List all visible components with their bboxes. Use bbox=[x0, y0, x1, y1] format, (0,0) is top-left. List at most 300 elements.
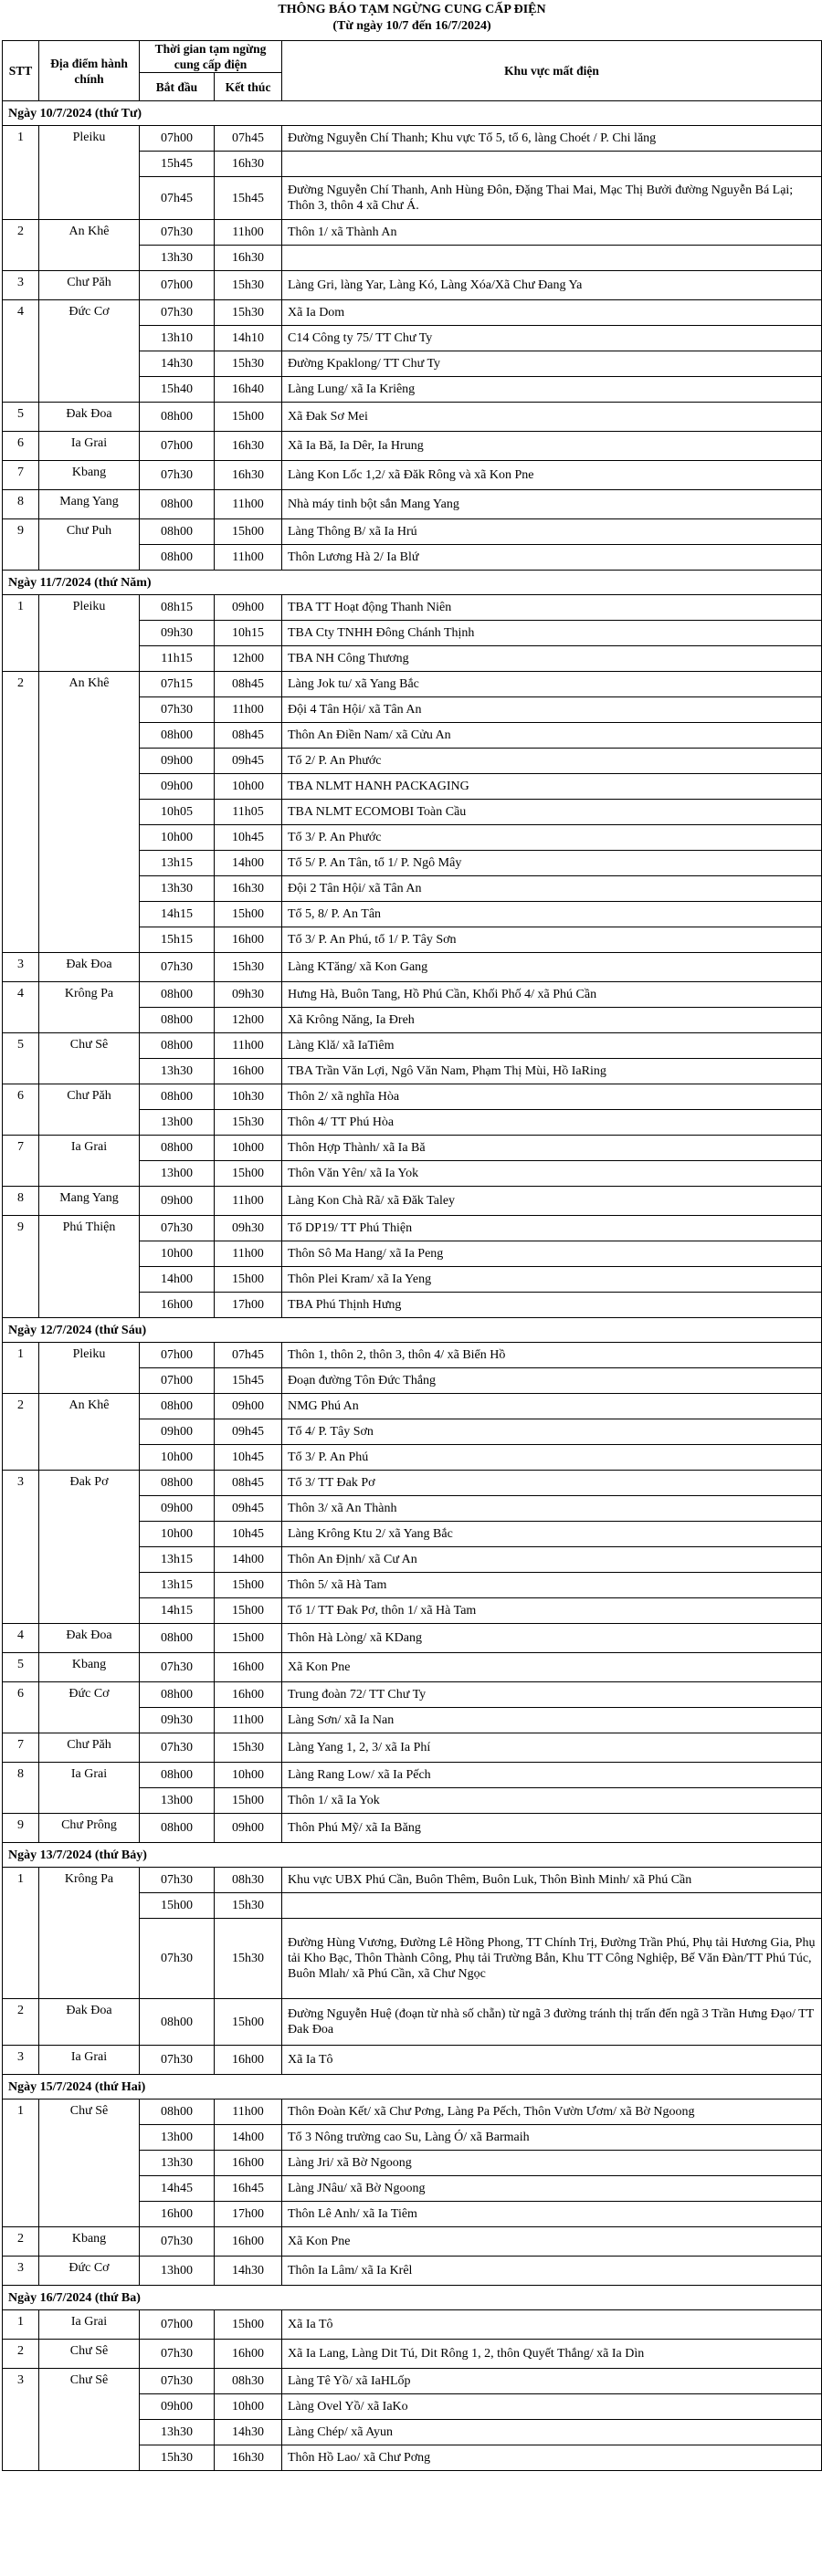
start-time-cell: 15h15 bbox=[140, 927, 215, 953]
end-time-cell: 11h00 bbox=[215, 220, 282, 246]
area-cell: Thôn Plei Kram/ xã Ia Yeng bbox=[282, 1267, 822, 1293]
start-time-cell: 13h30 bbox=[140, 2151, 215, 2176]
table-row bbox=[3, 461, 822, 490]
start-time-cell: 08h00 bbox=[140, 982, 215, 1008]
day-header-row bbox=[3, 2075, 822, 2100]
area-cell: Đoạn đường Tôn Đức Thắng bbox=[282, 1368, 822, 1394]
start-time-cell: 07h00 bbox=[140, 432, 215, 461]
row-number: 9 bbox=[3, 1814, 39, 1843]
row-number: 1 bbox=[3, 2100, 39, 2227]
area-cell: Thôn Lương Hà 2/ Ia Blứ bbox=[282, 545, 822, 571]
start-time-cell: 09h00 bbox=[140, 1187, 215, 1216]
area-cell: Thôn An Định/ xã Cư An bbox=[282, 1547, 822, 1573]
end-time-cell: 10h45 bbox=[215, 825, 282, 851]
end-time-cell: 08h30 bbox=[215, 2369, 282, 2394]
area-cell: Làng Klă/ xã IaTiêm bbox=[282, 1033, 822, 1059]
start-time-cell: 07h30 bbox=[140, 2340, 215, 2369]
page-title: THÔNG BÁO TẠM NGỪNG CUNG CẤP ĐIỆN bbox=[278, 3, 546, 16]
end-time-cell: 12h00 bbox=[215, 646, 282, 672]
area-cell: Thôn Hợp Thành/ xã Ia Bă bbox=[282, 1136, 822, 1161]
area-cell: Xã Đak Sơ Mei bbox=[282, 403, 822, 432]
end-time-cell: 16h30 bbox=[215, 461, 282, 490]
table-row bbox=[3, 1624, 822, 1653]
end-time-cell: 11h00 bbox=[215, 490, 282, 519]
row-number: 8 bbox=[3, 1187, 39, 1216]
table-row bbox=[3, 595, 822, 621]
area-cell: Làng Ovel Yồ/ xã IaKo bbox=[282, 2394, 822, 2420]
area-cell: Làng Kon Chà Rã/ xã Đăk Taley bbox=[282, 1187, 822, 1216]
end-time-cell: 10h00 bbox=[215, 1136, 282, 1161]
day-label: Ngày 15/7/2024 (thứ Hai) bbox=[3, 2075, 822, 2100]
page-subtitle: (Từ ngày 10/7 đến 16/7/2024) bbox=[332, 19, 491, 33]
area-cell: Thôn Lê Anh/ xã Ia Tiêm bbox=[282, 2202, 822, 2227]
location-cell: Kbang bbox=[39, 1653, 140, 1682]
end-time-cell: 16h00 bbox=[215, 2340, 282, 2369]
end-time-cell: 16h00 bbox=[215, 2227, 282, 2257]
end-time-cell: 09h00 bbox=[215, 1814, 282, 1843]
end-time-cell: 16h00 bbox=[215, 1059, 282, 1084]
table-row bbox=[3, 432, 822, 461]
end-time-cell: 15h30 bbox=[215, 351, 282, 377]
area-cell: Làng Thông B/ xã Ia Hrú bbox=[282, 519, 822, 545]
end-time-cell: 14h00 bbox=[215, 851, 282, 876]
area-cell: Xã Ia Lang, Làng Dit Tú, Dit Rông 1, 2, thôn Quyết Thắng/ xã Ia Dìn bbox=[282, 2340, 822, 2369]
end-time-cell: 15h00 bbox=[215, 1999, 282, 2046]
area-cell: Xã Kon Pne bbox=[282, 2227, 822, 2257]
row-number: 7 bbox=[3, 1733, 39, 1763]
start-time-cell: 13h15 bbox=[140, 1547, 215, 1573]
start-time-cell: 10h00 bbox=[140, 825, 215, 851]
area-cell: Thôn Ia Lâm/ xã Ia Krêl bbox=[282, 2257, 822, 2286]
start-time-cell: 13h00 bbox=[140, 1788, 215, 1814]
location-cell: Pleiku bbox=[39, 595, 140, 672]
start-time-cell: 07h30 bbox=[140, 220, 215, 246]
start-time-cell: 15h30 bbox=[140, 2445, 215, 2471]
table-body bbox=[3, 101, 822, 2471]
area-cell: TBA Phú Thịnh Hưng bbox=[282, 1293, 822, 1318]
end-time-cell: 09h00 bbox=[215, 1394, 282, 1419]
location-cell: An Khê bbox=[39, 1394, 140, 1471]
end-time-cell: 16h30 bbox=[215, 152, 282, 177]
location-cell: Mang Yang bbox=[39, 1187, 140, 1216]
row-number: 6 bbox=[3, 1682, 39, 1733]
table-row bbox=[3, 126, 822, 152]
start-time-cell: 07h00 bbox=[140, 1368, 215, 1394]
area-cell: TBA NLMT ECOMOBI Toàn Cầu bbox=[282, 800, 822, 825]
start-time-cell: 13h15 bbox=[140, 1573, 215, 1598]
end-time-cell: 15h00 bbox=[215, 403, 282, 432]
area-cell: Thôn Phú Mỹ/ xã Ia Băng bbox=[282, 1814, 822, 1843]
area-cell: Thôn 4/ TT Phú Hòa bbox=[282, 1110, 822, 1136]
start-time-cell: 07h30 bbox=[140, 1653, 215, 1682]
location-cell: Ia Grai bbox=[39, 1763, 140, 1814]
row-number: 3 bbox=[3, 1471, 39, 1624]
end-time-cell: 14h30 bbox=[215, 2420, 282, 2445]
end-time-cell: 15h00 bbox=[215, 1598, 282, 1624]
day-header-row bbox=[3, 2286, 822, 2310]
area-cell: Thôn Văn Yên/ xã Ia Yok bbox=[282, 1161, 822, 1187]
day-header-row bbox=[3, 101, 822, 126]
start-time-cell: 07h30 bbox=[140, 2046, 215, 2075]
table-row bbox=[3, 2369, 822, 2394]
row-number: 3 bbox=[3, 2046, 39, 2075]
table-row bbox=[3, 403, 822, 432]
table-row bbox=[3, 1999, 822, 2046]
area-cell: Đường Nguyễn Chí Thanh; Khu vực Tổ 5, tổ 6, làng Choét / P. Chi lăng bbox=[282, 126, 822, 152]
header-time: Thời gian tạm ngừng cung cấp điện bbox=[140, 41, 282, 73]
area-cell: Thôn 1/ xã Thành An bbox=[282, 220, 822, 246]
row-number: 2 bbox=[3, 2227, 39, 2257]
start-time-cell: 09h00 bbox=[140, 2394, 215, 2420]
area-cell: Làng Chép/ xã Ayun bbox=[282, 2420, 822, 2445]
table-row bbox=[3, 2257, 822, 2286]
row-number: 2 bbox=[3, 2340, 39, 2369]
row-number: 3 bbox=[3, 271, 39, 300]
table-row bbox=[3, 1733, 822, 1763]
end-time-cell: 09h30 bbox=[215, 982, 282, 1008]
start-time-cell: 15h40 bbox=[140, 377, 215, 403]
start-time-cell: 11h15 bbox=[140, 646, 215, 672]
area-cell: Làng Tê Yồ/ xã IaHLốp bbox=[282, 2369, 822, 2394]
end-time-cell: 15h00 bbox=[215, 519, 282, 545]
row-number: 1 bbox=[3, 595, 39, 672]
start-time-cell: 13h30 bbox=[140, 2420, 215, 2445]
end-time-cell: 10h45 bbox=[215, 1445, 282, 1471]
row-number: 3 bbox=[3, 953, 39, 982]
row-number: 8 bbox=[3, 1763, 39, 1814]
start-time-cell: 07h45 bbox=[140, 177, 215, 220]
row-number: 3 bbox=[3, 2369, 39, 2471]
header-location: Địa điểm hành chính bbox=[39, 41, 140, 101]
end-time-cell: 14h00 bbox=[215, 2125, 282, 2151]
end-time-cell: 14h00 bbox=[215, 1547, 282, 1573]
area-cell: Trung đoàn 72/ TT Chư Ty bbox=[282, 1682, 822, 1708]
area-cell: TBA Cty TNHH Đông Chánh Thịnh bbox=[282, 621, 822, 646]
end-time-cell: 16h30 bbox=[215, 876, 282, 902]
start-time-cell: 08h00 bbox=[140, 1682, 215, 1708]
area-cell: Xã Ia Tô bbox=[282, 2046, 822, 2075]
area-cell: TBA NLMT HANH PACKAGING bbox=[282, 774, 822, 800]
end-time-cell: 11h00 bbox=[215, 1708, 282, 1733]
table-row bbox=[3, 1216, 822, 1241]
location-cell: Chư Sê bbox=[39, 2100, 140, 2227]
end-time-cell: 10h00 bbox=[215, 774, 282, 800]
start-time-cell: 07h00 bbox=[140, 271, 215, 300]
area-cell: Tổ 5/ P. An Tân, tổ 1/ P. Ngô Mây bbox=[282, 851, 822, 876]
end-time-cell: 08h45 bbox=[215, 723, 282, 749]
start-time-cell: 07h30 bbox=[140, 1216, 215, 1241]
start-time-cell: 07h00 bbox=[140, 126, 215, 152]
area-cell: Đường Kpaklong/ TT Chư Ty bbox=[282, 351, 822, 377]
end-time-cell: 15h30 bbox=[215, 953, 282, 982]
end-time-cell: 11h00 bbox=[215, 545, 282, 571]
start-time-cell: 15h45 bbox=[140, 152, 215, 177]
area-cell: TBA NH Công Thương bbox=[282, 646, 822, 672]
start-time-cell: 13h30 bbox=[140, 1059, 215, 1084]
end-time-cell: 16h00 bbox=[215, 1682, 282, 1708]
location-cell: Chư Sê bbox=[39, 2340, 140, 2369]
start-time-cell: 14h15 bbox=[140, 1598, 215, 1624]
row-number: 1 bbox=[3, 126, 39, 220]
start-time-cell: 08h00 bbox=[140, 1763, 215, 1788]
day-label: Ngày 12/7/2024 (thứ Sáu) bbox=[3, 1318, 822, 1343]
end-time-cell: 11h00 bbox=[215, 1187, 282, 1216]
location-cell: Krông Pa bbox=[39, 982, 140, 1033]
area-cell: Thôn 1/ xã Ia Yok bbox=[282, 1788, 822, 1814]
row-number: 1 bbox=[3, 2310, 39, 2340]
table-row bbox=[3, 1033, 822, 1059]
start-time-cell: 08h00 bbox=[140, 1471, 215, 1496]
end-time-cell: 16h45 bbox=[215, 2176, 282, 2202]
area-cell: Đội 4 Tân Hội/ xã Tân An bbox=[282, 697, 822, 723]
start-time-cell: 09h30 bbox=[140, 1708, 215, 1733]
row-number: 3 bbox=[3, 2257, 39, 2286]
location-cell: Chư Păh bbox=[39, 1733, 140, 1763]
location-cell: Chư Sê bbox=[39, 1033, 140, 1084]
table-row bbox=[3, 2100, 822, 2125]
area-cell: Làng Rang Low/ xã Ia Pếch bbox=[282, 1763, 822, 1788]
area-cell bbox=[282, 1893, 822, 1919]
area-cell: Thôn Đoàn Kết/ xã Chư Pơng, Làng Pa Pếch, Thôn Vườn Ươm/ xã Bờ Ngoong bbox=[282, 2100, 822, 2125]
start-time-cell: 13h00 bbox=[140, 1110, 215, 1136]
start-time-cell: 08h00 bbox=[140, 1008, 215, 1033]
start-time-cell: 07h30 bbox=[140, 953, 215, 982]
area-cell: NMG Phú An bbox=[282, 1394, 822, 1419]
table-row bbox=[3, 1868, 822, 1893]
start-time-cell: 14h45 bbox=[140, 2176, 215, 2202]
end-time-cell: 14h30 bbox=[215, 2257, 282, 2286]
end-time-cell: 16h00 bbox=[215, 1653, 282, 1682]
day-label: Ngày 13/7/2024 (thứ Bảy) bbox=[3, 1843, 822, 1868]
row-number: 2 bbox=[3, 220, 39, 271]
location-cell: Đak Pơ bbox=[39, 1471, 140, 1624]
start-time-cell: 07h30 bbox=[140, 461, 215, 490]
end-time-cell: 11h00 bbox=[215, 2100, 282, 2125]
area-cell: Tổ 1/ TT Đak Pơ, thôn 1/ xã Hà Tam bbox=[282, 1598, 822, 1624]
start-time-cell: 07h15 bbox=[140, 672, 215, 697]
start-time-cell: 13h00 bbox=[140, 2125, 215, 2151]
location-cell: Phú Thiện bbox=[39, 1216, 140, 1318]
location-cell: Ia Grai bbox=[39, 1136, 140, 1187]
area-cell: Thôn 2/ xã nghĩa Hòa bbox=[282, 1084, 822, 1110]
end-time-cell: 15h00 bbox=[215, 1267, 282, 1293]
end-time-cell: 12h00 bbox=[215, 1008, 282, 1033]
end-time-cell: 15h30 bbox=[215, 271, 282, 300]
end-time-cell: 15h30 bbox=[215, 1110, 282, 1136]
area-cell: Làng Kon Lốc 1,2/ xã Đăk Rông và xã Kon Pne bbox=[282, 461, 822, 490]
row-number: 8 bbox=[3, 490, 39, 519]
row-number: 2 bbox=[3, 1999, 39, 2046]
end-time-cell: 17h00 bbox=[215, 1293, 282, 1318]
end-time-cell: 10h00 bbox=[215, 1763, 282, 1788]
location-cell: Kbang bbox=[39, 461, 140, 490]
end-time-cell: 09h30 bbox=[215, 1216, 282, 1241]
location-cell: Đak Đoa bbox=[39, 403, 140, 432]
area-cell: Xã Ia Tô bbox=[282, 2310, 822, 2340]
area-cell: Làng Lung/ xã Ia Kriêng bbox=[282, 377, 822, 403]
row-number: 4 bbox=[3, 982, 39, 1033]
day-label: Ngày 11/7/2024 (thứ Năm) bbox=[3, 571, 822, 595]
start-time-cell: 09h00 bbox=[140, 774, 215, 800]
start-time-cell: 08h00 bbox=[140, 1814, 215, 1843]
row-number: 2 bbox=[3, 672, 39, 953]
area-cell: Tổ 2/ P. An Phước bbox=[282, 749, 822, 774]
end-time-cell: 08h45 bbox=[215, 1471, 282, 1496]
row-number: 2 bbox=[3, 1394, 39, 1471]
location-cell: An Khê bbox=[39, 672, 140, 953]
end-time-cell: 07h45 bbox=[215, 1343, 282, 1368]
start-time-cell: 07h00 bbox=[140, 1343, 215, 1368]
start-time-cell: 07h30 bbox=[140, 2227, 215, 2257]
table-row bbox=[3, 953, 822, 982]
table-row bbox=[3, 672, 822, 697]
area-cell: C14 Công ty 75/ TT Chư Ty bbox=[282, 326, 822, 351]
start-time-cell: 08h15 bbox=[140, 595, 215, 621]
start-time-cell: 10h00 bbox=[140, 1445, 215, 1471]
table-row bbox=[3, 2227, 822, 2257]
end-time-cell: 10h15 bbox=[215, 621, 282, 646]
start-time-cell: 09h00 bbox=[140, 1496, 215, 1522]
end-time-cell: 08h45 bbox=[215, 672, 282, 697]
day-header-row bbox=[3, 571, 822, 595]
table-row bbox=[3, 1394, 822, 1419]
end-time-cell: 16h30 bbox=[215, 246, 282, 271]
start-time-cell: 13h15 bbox=[140, 851, 215, 876]
end-time-cell: 09h45 bbox=[215, 1419, 282, 1445]
start-time-cell: 10h00 bbox=[140, 1241, 215, 1267]
end-time-cell: 11h00 bbox=[215, 1241, 282, 1267]
start-time-cell: 07h30 bbox=[140, 2369, 215, 2394]
end-time-cell: 16h00 bbox=[215, 2046, 282, 2075]
end-time-cell: 08h30 bbox=[215, 1868, 282, 1893]
start-time-cell: 08h00 bbox=[140, 490, 215, 519]
area-cell: Thôn 3/ xã An Thành bbox=[282, 1496, 822, 1522]
area-cell: Làng Jok tu/ xã Yang Bắc bbox=[282, 672, 822, 697]
start-time-cell: 09h00 bbox=[140, 749, 215, 774]
end-time-cell: 15h00 bbox=[215, 902, 282, 927]
area-cell: Đường Nguyễn Huệ (đoạn từ nhà số chẵn) từ ngã 3 đường tránh thị trấn đến ngã 3 Trần Hưng Đạo/ TT Đak Đoa bbox=[282, 1999, 822, 2046]
area-cell: Khu vực UBX Phú Cần, Buôn Thêm, Buôn Luk, Thôn Bình Minh/ xã Phú Cần bbox=[282, 1868, 822, 1893]
row-number: 7 bbox=[3, 461, 39, 490]
end-time-cell: 15h30 bbox=[215, 300, 282, 326]
table-row bbox=[3, 1682, 822, 1708]
area-cell: Làng Yang 1, 2, 3/ xã Ia Phí bbox=[282, 1733, 822, 1763]
header-stt: STT bbox=[3, 41, 39, 101]
location-cell: Đức Cơ bbox=[39, 1682, 140, 1733]
table-row bbox=[3, 300, 822, 326]
row-number: 5 bbox=[3, 1653, 39, 1682]
table-row bbox=[3, 1136, 822, 1161]
table-row bbox=[3, 982, 822, 1008]
row-number: 7 bbox=[3, 1136, 39, 1187]
end-time-cell: 17h00 bbox=[215, 2202, 282, 2227]
area-cell: Hưng Hà, Buôn Tang, Hồ Phú Cần, Khối Phố 4/ xã Phú Cần bbox=[282, 982, 822, 1008]
area-cell: Tổ 3/ P. An Phú bbox=[282, 1445, 822, 1471]
area-cell bbox=[282, 246, 822, 271]
end-time-cell: 11h05 bbox=[215, 800, 282, 825]
table-row bbox=[3, 1814, 822, 1843]
area-cell: Làng KTăng/ xã Kon Gang bbox=[282, 953, 822, 982]
area-cell: Làng Krông Ktu 2/ xã Yang Bắc bbox=[282, 1522, 822, 1547]
area-cell: Xã Kon Pne bbox=[282, 1653, 822, 1682]
start-time-cell: 15h00 bbox=[140, 1893, 215, 1919]
table-row bbox=[3, 271, 822, 300]
start-time-cell: 07h30 bbox=[140, 1733, 215, 1763]
area-cell: Đường Hùng Vương, Đường Lê Hồng Phong, TT Chính Trị, Đường Trần Phú, Phụ tải Hương Gia, Phụ tải Kho Bạc, Thôn Thành Công, Phụ tải Trường Bắn, Khu TT Công Nghiệp, Bế Văn Đàn/TT Phú Túc, Buôn Mlah/ xã Phú Cần, xã Chư Ngọc bbox=[282, 1919, 822, 1999]
location-cell: Kbang bbox=[39, 2227, 140, 2257]
location-cell: Chư Prông bbox=[39, 1814, 140, 1843]
start-time-cell: 10h00 bbox=[140, 1522, 215, 1547]
table-row bbox=[3, 2310, 822, 2340]
start-time-cell: 13h10 bbox=[140, 326, 215, 351]
start-time-cell: 07h30 bbox=[140, 1919, 215, 1999]
row-number: 5 bbox=[3, 403, 39, 432]
end-time-cell: 10h00 bbox=[215, 2394, 282, 2420]
area-cell: Tổ 3 Nông trường cao Su, Làng Ó/ xã Barmaih bbox=[282, 2125, 822, 2151]
outage-table bbox=[2, 40, 822, 2471]
start-time-cell: 14h30 bbox=[140, 351, 215, 377]
location-cell: Pleiku bbox=[39, 126, 140, 220]
start-time-cell: 08h00 bbox=[140, 1999, 215, 2046]
area-cell: TBA TT Hoạt động Thanh Niên bbox=[282, 595, 822, 621]
area-cell: Thôn 1, thôn 2, thôn 3, thôn 4/ xã Biển Hồ bbox=[282, 1343, 822, 1368]
area-cell: Tổ 3/ P. An Phước bbox=[282, 825, 822, 851]
end-time-cell: 11h00 bbox=[215, 1033, 282, 1059]
end-time-cell: 15h30 bbox=[215, 1733, 282, 1763]
day-label: Ngày 16/7/2024 (thứ Ba) bbox=[3, 2286, 822, 2310]
end-time-cell: 15h45 bbox=[215, 177, 282, 220]
day-header-row bbox=[3, 1843, 822, 1868]
start-time-cell: 07h30 bbox=[140, 697, 215, 723]
end-time-cell: 15h00 bbox=[215, 1161, 282, 1187]
location-cell: Đak Đoa bbox=[39, 953, 140, 982]
end-time-cell: 15h00 bbox=[215, 2310, 282, 2340]
area-cell: Thôn Hồ Lao/ xã Chư Pơng bbox=[282, 2445, 822, 2471]
area-cell: Tổ 3/ P. An Phú, tổ 1/ P. Tây Sơn bbox=[282, 927, 822, 953]
location-cell: Đức Cơ bbox=[39, 2257, 140, 2286]
start-time-cell: 08h00 bbox=[140, 1033, 215, 1059]
location-cell: Ia Grai bbox=[39, 432, 140, 461]
start-time-cell: 13h30 bbox=[140, 246, 215, 271]
table-row bbox=[3, 2340, 822, 2369]
row-number: 9 bbox=[3, 519, 39, 571]
start-time-cell: 08h00 bbox=[140, 2100, 215, 2125]
area-cell: Tổ 4/ P. Tây Sơn bbox=[282, 1419, 822, 1445]
start-time-cell: 08h00 bbox=[140, 403, 215, 432]
end-time-cell: 15h00 bbox=[215, 1624, 282, 1653]
end-time-cell: 15h00 bbox=[215, 1788, 282, 1814]
end-time-cell: 15h45 bbox=[215, 1368, 282, 1394]
end-time-cell: 10h30 bbox=[215, 1084, 282, 1110]
area-cell: Làng Sơn/ xã Ia Nan bbox=[282, 1708, 822, 1733]
location-cell: Pleiku bbox=[39, 1343, 140, 1394]
end-time-cell: 09h45 bbox=[215, 749, 282, 774]
location-cell: Đức Cơ bbox=[39, 300, 140, 403]
row-number: 6 bbox=[3, 432, 39, 461]
area-cell: Tổ DP19/ TT Phú Thiện bbox=[282, 1216, 822, 1241]
end-time-cell: 16h30 bbox=[215, 2445, 282, 2471]
location-cell: An Khê bbox=[39, 220, 140, 271]
area-cell: Xã Ia Dom bbox=[282, 300, 822, 326]
start-time-cell: 08h00 bbox=[140, 723, 215, 749]
location-cell: Ia Grai bbox=[39, 2046, 140, 2075]
start-time-cell: 13h00 bbox=[140, 1161, 215, 1187]
row-number: 1 bbox=[3, 1343, 39, 1394]
end-time-cell: 09h00 bbox=[215, 595, 282, 621]
area-cell: Thôn 5/ xã Hà Tam bbox=[282, 1573, 822, 1598]
area-cell: Thôn An Điền Nam/ xã Cửu An bbox=[282, 723, 822, 749]
start-time-cell: 13h00 bbox=[140, 2257, 215, 2286]
